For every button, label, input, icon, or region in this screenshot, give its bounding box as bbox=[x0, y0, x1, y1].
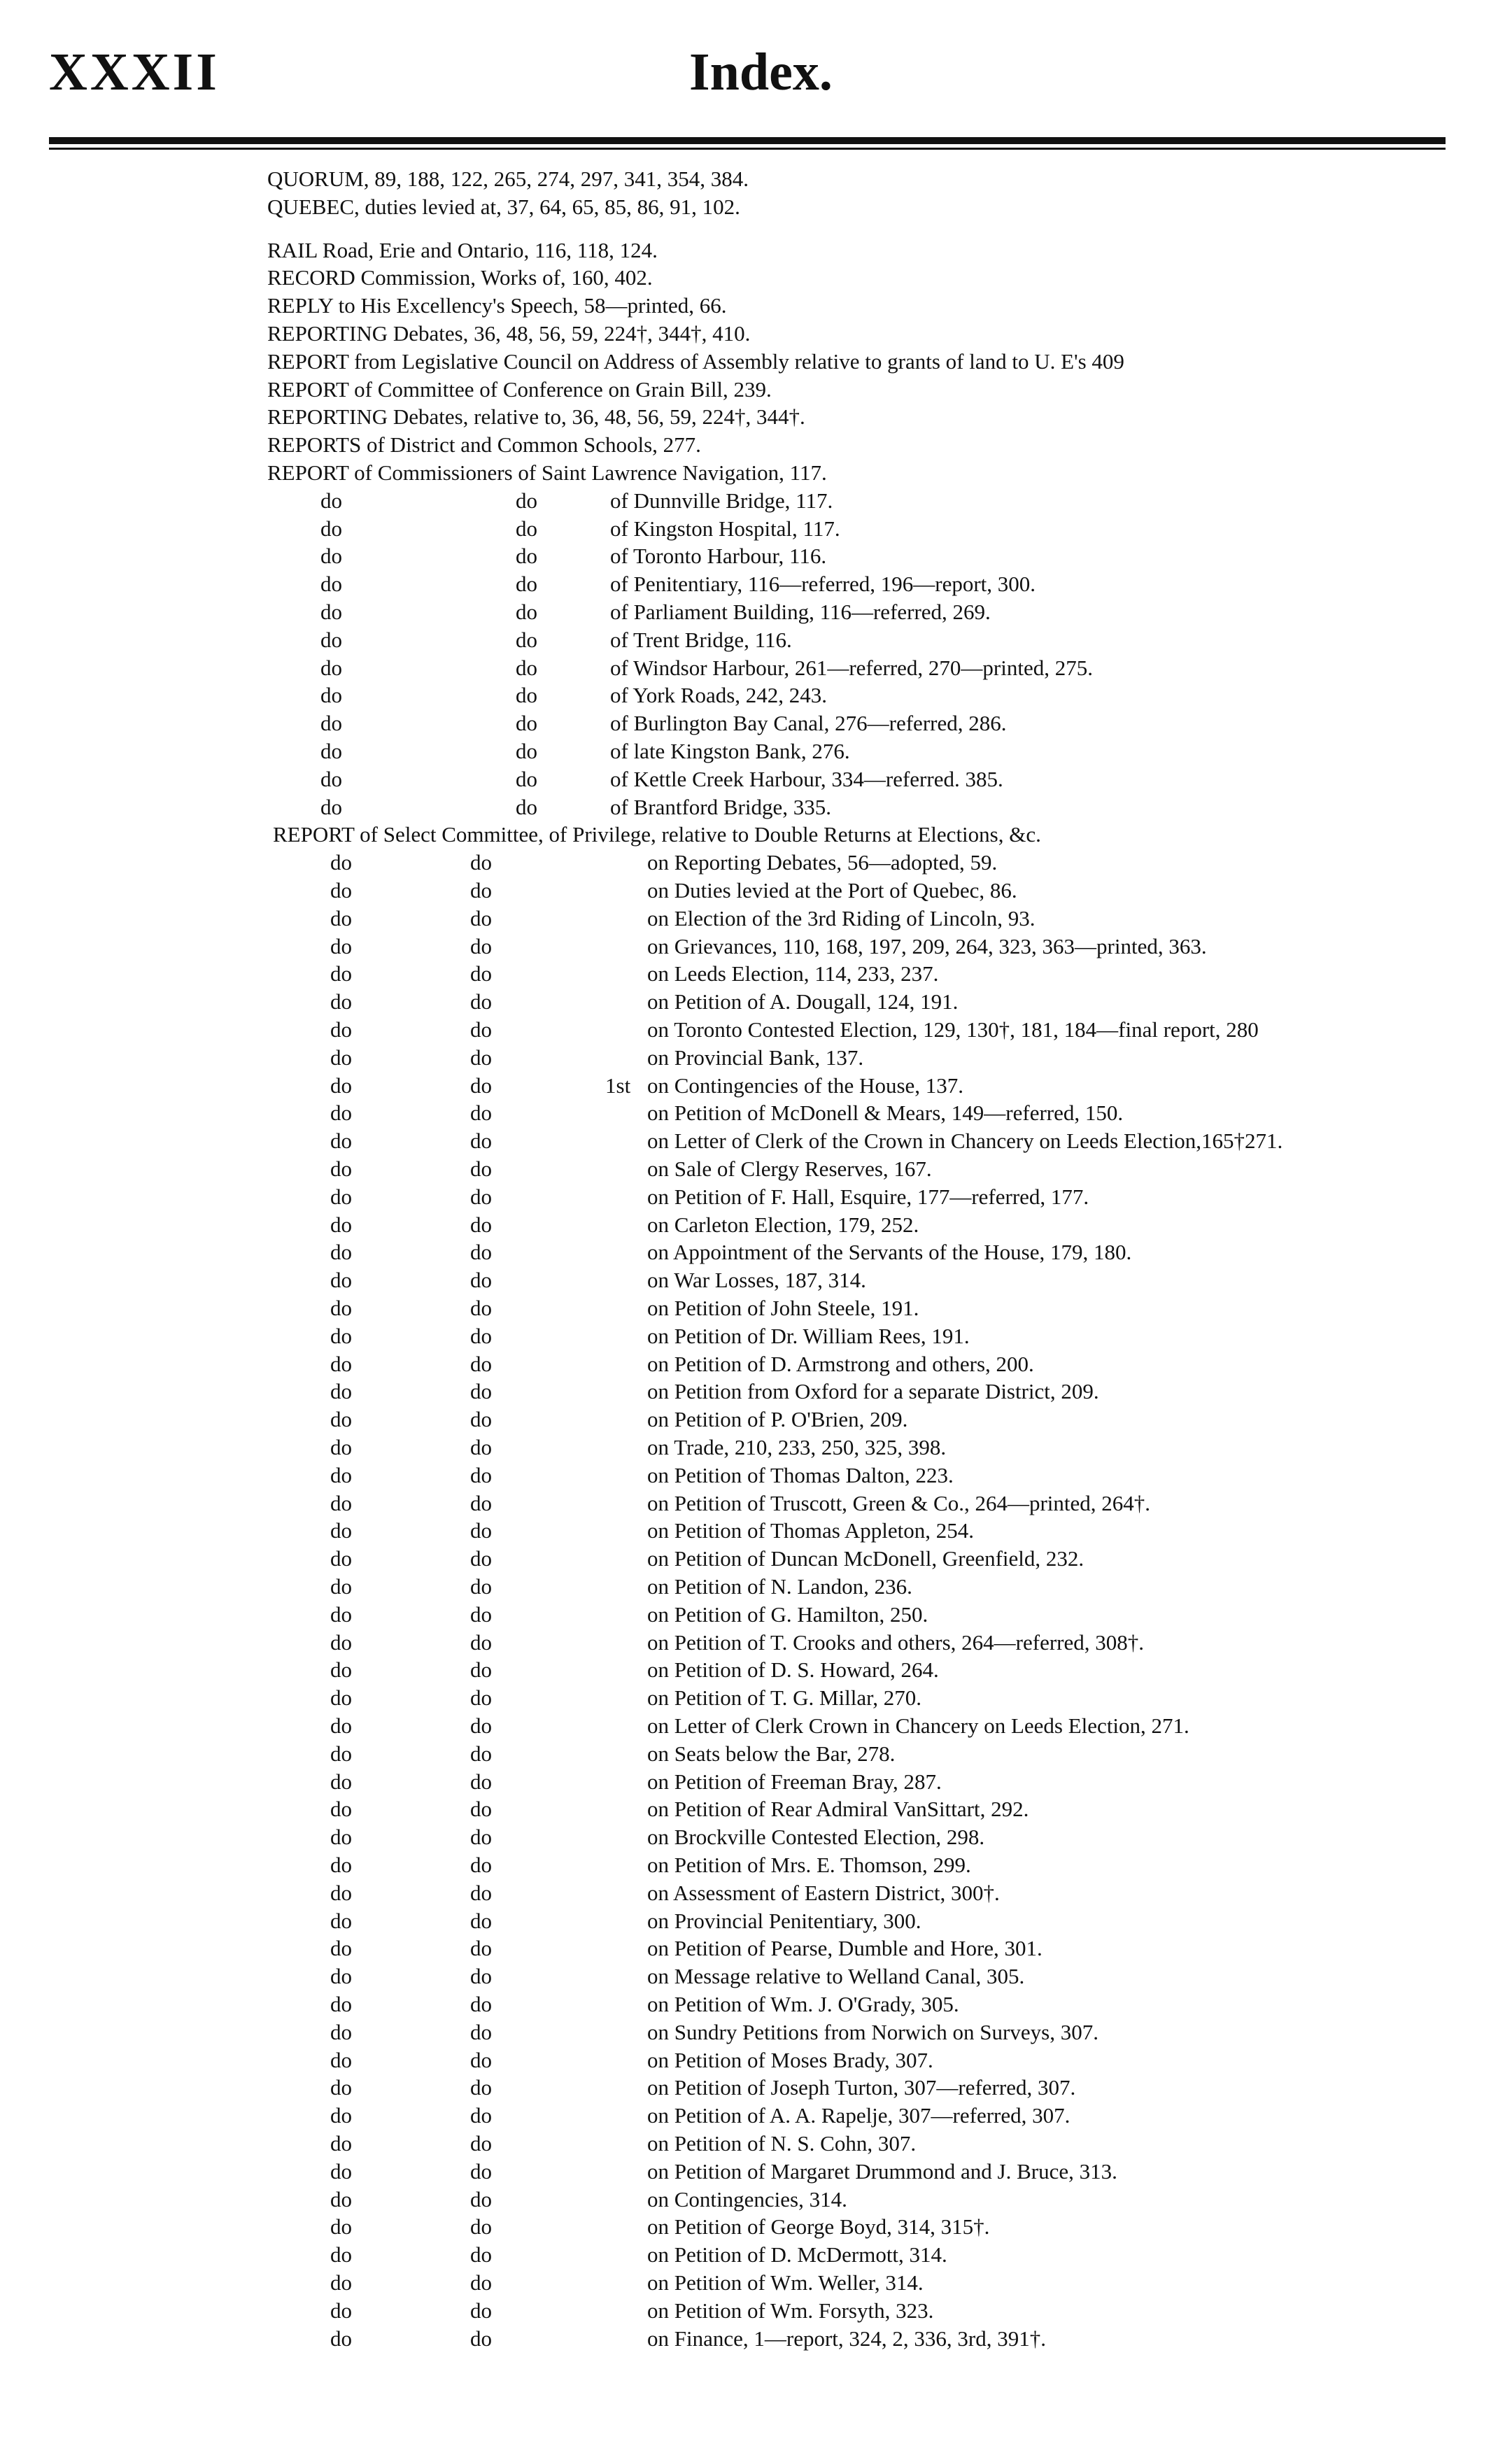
ditto-mark: do bbox=[330, 1073, 352, 1098]
entry-text: on Assessment of Eastern District, 300†. bbox=[647, 1880, 1000, 1905]
ditto-mark: do bbox=[470, 1268, 492, 1293]
ditto-mark: do bbox=[470, 850, 492, 875]
index-entry bbox=[0, 1964, 1512, 1989]
ditto-mark: do bbox=[330, 1769, 352, 1794]
ditto-mark: do bbox=[470, 2103, 492, 2128]
ditto-mark: do bbox=[470, 1908, 492, 1933]
entry-text: REPORTING Debates, relative to, 36, 48, 56, 59, 224†, 344†. bbox=[267, 404, 805, 430]
entry-text: on Duties levied at the Port of Quebec, 86. bbox=[647, 878, 1017, 903]
ditto-mark: do bbox=[516, 572, 537, 597]
index-entry bbox=[0, 1156, 1512, 1182]
index-entry bbox=[0, 683, 1512, 708]
ditto-mark: do bbox=[330, 933, 352, 958]
ditto-mark: do bbox=[470, 961, 492, 986]
ditto-mark: do bbox=[470, 933, 492, 958]
ditto-mark: do bbox=[330, 1129, 352, 1154]
index-entry bbox=[0, 2020, 1512, 2045]
ditto-mark: do bbox=[330, 1490, 352, 1515]
index-entry bbox=[0, 1992, 1512, 2017]
ditto-mark: do bbox=[516, 683, 537, 708]
ditto-mark: do bbox=[330, 850, 352, 875]
ditto-mark: do bbox=[320, 655, 342, 680]
index-entry bbox=[0, 432, 1512, 458]
index-entry bbox=[0, 961, 1512, 986]
entry-text: on Petition of Wm. Weller, 314. bbox=[647, 2270, 924, 2295]
ditto-mark: do bbox=[470, 1964, 492, 1989]
entry-text: on Grievances, 110, 168, 197, 209, 264, 323, 363—printed, 363. bbox=[647, 933, 1207, 958]
ditto-mark: do bbox=[330, 1268, 352, 1293]
entry-text: on Contingencies, 314. bbox=[647, 2186, 847, 2212]
entry-text: on Provincial Bank, 137. bbox=[647, 1045, 864, 1070]
ditto-mark: do bbox=[330, 989, 352, 1014]
index-entry bbox=[0, 906, 1512, 931]
entry-text: on Petition of Rear Admiral VanSittart, 292. bbox=[647, 1797, 1029, 1822]
index-entry bbox=[0, 1435, 1512, 1460]
ditto-mark: do bbox=[320, 544, 342, 569]
ditto-mark: do bbox=[470, 1601, 492, 1627]
index-entry bbox=[0, 2242, 1512, 2268]
ditto-mark: do bbox=[470, 1156, 492, 1181]
index-entry bbox=[0, 1240, 1512, 1265]
entry-text: on Seats below the Bar, 278. bbox=[647, 1741, 896, 1766]
entry-text: on Petition of Truscott, Green & Co., 264—printed, 264†. bbox=[647, 1490, 1151, 1515]
index-entry bbox=[0, 194, 1512, 220]
page-title: Index. bbox=[689, 43, 833, 101]
entry-text: on Petition of G. Hamilton, 250. bbox=[647, 1601, 928, 1627]
index-entry bbox=[0, 2298, 1512, 2323]
entry-text: on Petition of Duncan McDonell, Greenfield, 232. bbox=[647, 1546, 1084, 1571]
entry-text: of Trent Bridge, 116. bbox=[610, 627, 792, 652]
index-entry bbox=[0, 516, 1512, 542]
entry-text: of Kingston Hospital, 117. bbox=[610, 516, 840, 541]
entry-text: on Leeds Election, 114, 233, 237. bbox=[647, 961, 939, 986]
ditto-mark: do bbox=[470, 2158, 492, 2184]
entry-text: of Penitentiary, 116—referred, 196—report, 300. bbox=[610, 572, 1036, 597]
ditto-mark: do bbox=[470, 1184, 492, 1209]
index-entry bbox=[0, 1352, 1512, 1377]
entry-text: RAIL Road, Erie and Ontario, 116, 118, 124. bbox=[267, 237, 658, 262]
entry-text: on Petition of T. Crooks and others, 264—referred, 308†. bbox=[647, 1629, 1145, 1655]
entry-text: on Petition of Wm. Forsyth, 323. bbox=[647, 2298, 934, 2323]
entry-text: of Burlington Bay Canal, 276—referred, 286. bbox=[610, 711, 1007, 736]
ditto-mark: do bbox=[470, 878, 492, 903]
ditto-mark: do bbox=[330, 1741, 352, 1766]
ditto-mark: do bbox=[330, 878, 352, 903]
index-entry bbox=[0, 1379, 1512, 1404]
entry-text: on Sale of Clergy Reserves, 167. bbox=[647, 1156, 932, 1181]
ditto-mark: do bbox=[470, 1518, 492, 1543]
ditto-mark: do bbox=[330, 1184, 352, 1209]
index-entry bbox=[0, 795, 1512, 820]
ditto-mark: do bbox=[470, 2131, 492, 2156]
index-entry bbox=[0, 1101, 1512, 1126]
index-entry bbox=[0, 2131, 1512, 2156]
ditto-mark: do bbox=[470, 2326, 492, 2351]
entry-text: REPORT of Select Committee, of Privilege, relative to Double Returns at Elections, &c. bbox=[273, 822, 1041, 847]
index-entry bbox=[0, 1212, 1512, 1238]
index-entry bbox=[0, 934, 1512, 959]
entry-text: on Petition of D. McDermott, 314. bbox=[647, 2242, 947, 2268]
index-entry bbox=[0, 544, 1512, 569]
ditto-mark: do bbox=[470, 1936, 492, 1961]
index-entry bbox=[0, 1491, 1512, 1516]
ditto-mark: do bbox=[330, 1992, 352, 2016]
entry-text: on Provincial Penitentiary, 300. bbox=[647, 1908, 921, 1933]
ditto-mark: do bbox=[470, 1462, 492, 1487]
index-entry bbox=[0, 2103, 1512, 2128]
entry-text: on Toronto Contested Election, 129, 130†, 181, 184—final report, 280 bbox=[647, 1017, 1259, 1042]
index-entry bbox=[0, 238, 1512, 263]
ditto-mark: do bbox=[470, 1129, 492, 1154]
ditto-mark: do bbox=[516, 544, 537, 569]
ditto-mark: do bbox=[330, 1685, 352, 1711]
ditto-mark: do bbox=[330, 2214, 352, 2240]
index-entry bbox=[0, 1657, 1512, 1683]
ditto-mark: do bbox=[470, 2047, 492, 2072]
ditto-mark: do bbox=[330, 1657, 352, 1683]
entry-text: on Message relative to Welland Canal, 305. bbox=[647, 1964, 1025, 1989]
ditto-mark: do bbox=[516, 600, 537, 624]
ditto-mark: do bbox=[470, 1490, 492, 1515]
ditto-mark: do bbox=[330, 2158, 352, 2184]
ditto-mark: do bbox=[330, 2326, 352, 2351]
entry-text: on War Losses, 187, 314. bbox=[647, 1268, 866, 1293]
entry-text: on Petition of John Steele, 191. bbox=[647, 1296, 919, 1320]
entry-text: REPORT of Committee of Conference on Grain Bill, 239. bbox=[267, 376, 772, 402]
ditto-mark: do bbox=[470, 1379, 492, 1404]
ditto-mark: do bbox=[516, 794, 537, 819]
index-entry bbox=[0, 1741, 1512, 1767]
ditto-mark: do bbox=[330, 1296, 352, 1320]
ditto-mark: do bbox=[330, 2270, 352, 2295]
index-entry bbox=[0, 1324, 1512, 1349]
index-entry bbox=[0, 1853, 1512, 1878]
entry-text: on Reporting Debates, 56—adopted, 59. bbox=[647, 850, 998, 875]
entry-text: on Letter of Clerk Crown in Chancery on Leeds Election, 271. bbox=[647, 1713, 1189, 1738]
index-entry bbox=[0, 460, 1512, 486]
entry-text: of York Roads, 242, 243. bbox=[610, 683, 828, 708]
entry-text: on Petition from Oxford for a separate District, 209. bbox=[647, 1379, 1099, 1404]
index-entry bbox=[0, 2075, 1512, 2100]
ditto-mark: do bbox=[330, 1908, 352, 1933]
index-entry bbox=[0, 628, 1512, 653]
ditto-mark: do bbox=[470, 1045, 492, 1070]
ditto-mark: do bbox=[470, 1825, 492, 1850]
index-entry bbox=[0, 1073, 1512, 1098]
entry-text: of late Kingston Bank, 276. bbox=[610, 739, 850, 763]
entry-text: on Petition of F. Hall, Esquire, 177—referred, 177. bbox=[647, 1184, 1089, 1209]
entry-text: on Carleton Election, 179, 252. bbox=[647, 1212, 919, 1237]
ditto-mark: do bbox=[470, 1323, 492, 1348]
index-entry bbox=[0, 600, 1512, 625]
index-entry bbox=[0, 1602, 1512, 1627]
ditto-mark: do bbox=[470, 1629, 492, 1655]
entry-text: on Petition of N. S. Cohn, 307. bbox=[647, 2131, 917, 2156]
ditto-mark: do bbox=[330, 2186, 352, 2212]
index-entry bbox=[0, 1713, 1512, 1739]
ditto-mark: do bbox=[470, 1992, 492, 2016]
ditto-mark: do bbox=[470, 1546, 492, 1571]
index-entry bbox=[0, 349, 1512, 374]
ditto-mark: do bbox=[516, 766, 537, 791]
entry-text: on Letter of Clerk of the Crown in Chancery on Leeds Election,165†271. bbox=[647, 1129, 1283, 1154]
ditto-mark: do bbox=[470, 2270, 492, 2295]
ditto-mark: do bbox=[470, 2242, 492, 2268]
entry-text: on Petition of Thomas Dalton, 223. bbox=[647, 1462, 954, 1487]
entry-text: on Petition of A. Dougall, 124, 191. bbox=[647, 989, 959, 1014]
ditto-mark: do bbox=[330, 1518, 352, 1543]
entry-text: on Trade, 210, 233, 250, 325, 398. bbox=[647, 1435, 947, 1459]
index-entry bbox=[0, 293, 1512, 318]
entry-text: on Appointment of the Servants of the House, 179, 180. bbox=[647, 1240, 1132, 1265]
ditto-mark: do bbox=[330, 2019, 352, 2044]
entry-text: on Petition of A. A. Rapelje, 307—referred, 307. bbox=[647, 2103, 1071, 2128]
index-entry bbox=[0, 1797, 1512, 1822]
index-entry bbox=[0, 572, 1512, 597]
ditto-mark: do bbox=[330, 1546, 352, 1571]
index-entry bbox=[0, 1268, 1512, 1293]
ditto-mark: do bbox=[330, 1435, 352, 1459]
entry-text: on Petition of Freeman Bray, 287. bbox=[647, 1769, 942, 1794]
ditto-mark: do bbox=[470, 1407, 492, 1432]
ditto-mark: do bbox=[330, 2298, 352, 2323]
ditto-mark: do bbox=[330, 1156, 352, 1181]
index-entry bbox=[0, 1184, 1512, 1210]
ditto-mark: do bbox=[470, 1073, 492, 1098]
ditto-mark: do bbox=[330, 1964, 352, 1989]
ditto-mark: do bbox=[320, 711, 342, 736]
entry-text: on Petition of Wm. J. O'Grady, 305. bbox=[647, 1992, 959, 2016]
ordinal-mark: 1st bbox=[605, 1073, 631, 1098]
page-number: XXXII bbox=[49, 43, 220, 101]
ditto-mark: do bbox=[320, 600, 342, 624]
entry-text: on Finance, 1—report, 324, 2, 336, 3rd, 391†. bbox=[647, 2326, 1046, 2351]
index-entry bbox=[0, 377, 1512, 402]
ditto-mark: do bbox=[320, 683, 342, 708]
entry-text: on Petition of N. Landon, 236. bbox=[647, 1574, 912, 1599]
ditto-mark: do bbox=[470, 1741, 492, 1766]
ditto-mark: do bbox=[470, 1101, 492, 1126]
ditto-mark: do bbox=[470, 2298, 492, 2323]
ditto-mark: do bbox=[330, 1462, 352, 1487]
ditto-mark: do bbox=[470, 2186, 492, 2212]
ditto-mark: do bbox=[470, 905, 492, 931]
entry-text: REPORT of Commissioners of Saint Lawrence Navigation, 117. bbox=[267, 460, 827, 485]
index-entry bbox=[0, 1407, 1512, 1432]
index-entry bbox=[0, 1909, 1512, 1934]
index-entry bbox=[0, 1463, 1512, 1488]
index-entry bbox=[0, 989, 1512, 1014]
ditto-mark: do bbox=[470, 1769, 492, 1794]
ditto-mark: do bbox=[330, 1379, 352, 1404]
entry-text: on Petition of Margaret Drummond and J. Bruce, 313. bbox=[647, 2158, 1117, 2184]
index-entry bbox=[0, 656, 1512, 681]
ditto-mark: do bbox=[516, 627, 537, 652]
ditto-mark: do bbox=[330, 905, 352, 931]
entry-text: on Contingencies of the House, 137. bbox=[647, 1073, 964, 1098]
index-entry bbox=[0, 2187, 1512, 2212]
ditto-mark: do bbox=[330, 2075, 352, 2100]
entry-text: on Petition of Pearse, Dumble and Hore, 301. bbox=[647, 1936, 1043, 1961]
index-entry bbox=[0, 767, 1512, 792]
ditto-mark: do bbox=[330, 1212, 352, 1237]
ditto-mark: do bbox=[320, 516, 342, 541]
ditto-mark: do bbox=[470, 1657, 492, 1683]
index-entry bbox=[0, 850, 1512, 875]
ditto-mark: do bbox=[330, 1825, 352, 1850]
index-entry bbox=[0, 321, 1512, 346]
entry-text: on Brockville Contested Election, 298. bbox=[647, 1825, 985, 1850]
index-entry bbox=[0, 167, 1512, 192]
index-entry bbox=[0, 1574, 1512, 1599]
ditto-mark: do bbox=[330, 1574, 352, 1599]
entry-text: REPORTS of District and Common Schools, 277. bbox=[267, 432, 701, 458]
entry-text: on Petition of Thomas Appleton, 254. bbox=[647, 1518, 974, 1543]
index-entry bbox=[0, 822, 1512, 847]
ditto-mark: do bbox=[470, 2019, 492, 2044]
index-entry bbox=[0, 739, 1512, 764]
ditto-mark: do bbox=[330, 1101, 352, 1126]
entry-text: of Kettle Creek Harbour, 334—referred. 385. bbox=[610, 766, 1003, 791]
ditto-mark: do bbox=[470, 1574, 492, 1599]
index-entry bbox=[0, 404, 1512, 430]
ditto-mark: do bbox=[320, 766, 342, 791]
entry-text: of Toronto Harbour, 116. bbox=[610, 544, 827, 569]
entry-text: on Petition of McDonell & Mears, 149—referred, 150. bbox=[647, 1101, 1124, 1126]
index-entry bbox=[0, 488, 1512, 514]
index-entry bbox=[0, 1685, 1512, 1711]
ditto-mark: do bbox=[330, 1017, 352, 1042]
entry-text: on Petition of T. G. Millar, 270. bbox=[647, 1685, 921, 1711]
entry-text: REPLY to His Excellency's Speech, 58—printed, 66. bbox=[267, 293, 727, 318]
entry-text: QUEBEC, duties levied at, 37, 64, 65, 85, 86, 91, 102. bbox=[267, 194, 740, 219]
index-entry bbox=[0, 1769, 1512, 1795]
ditto-mark: do bbox=[330, 1713, 352, 1738]
ditto-mark: do bbox=[330, 1880, 352, 1905]
index-entry bbox=[0, 265, 1512, 290]
ditto-mark: do bbox=[470, 1017, 492, 1042]
ditto-mark: do bbox=[330, 1045, 352, 1070]
ditto-mark: do bbox=[470, 1880, 492, 1905]
entry-text: of Parliament Building, 116—referred, 269. bbox=[610, 600, 991, 624]
entry-text: REPORTING Debates, 36, 48, 56, 59, 224†, 344†, 410. bbox=[267, 321, 751, 346]
entry-text: on Petition of P. O'Brien, 209. bbox=[647, 1407, 908, 1432]
ditto-mark: do bbox=[320, 794, 342, 819]
index-entry bbox=[0, 2270, 1512, 2295]
ditto-mark: do bbox=[470, 1212, 492, 1237]
ditto-mark: do bbox=[320, 488, 342, 513]
index-entry bbox=[0, 711, 1512, 736]
entry-text: on Sundry Petitions from Norwich on Surveys, 307. bbox=[647, 2019, 1098, 2044]
ditto-mark: do bbox=[330, 1936, 352, 1961]
ditto-mark: do bbox=[516, 739, 537, 763]
index-entry bbox=[0, 2214, 1512, 2240]
ditto-mark: do bbox=[330, 2047, 352, 2072]
index-entry bbox=[0, 1296, 1512, 1321]
ditto-mark: do bbox=[330, 2103, 352, 2128]
entry-text: of Windsor Harbour, 261—referred, 270—printed, 275. bbox=[610, 655, 1093, 680]
ditto-mark: do bbox=[470, 1435, 492, 1459]
ditto-mark: do bbox=[330, 1323, 352, 1348]
ditto-mark: do bbox=[470, 1797, 492, 1822]
entry-text: on Petition of Moses Brady, 307. bbox=[647, 2047, 933, 2072]
index-entry bbox=[0, 2326, 1512, 2351]
ditto-mark: do bbox=[516, 516, 537, 541]
ditto-mark: do bbox=[470, 1685, 492, 1711]
entry-text: RECORD Commission, Works of, 160, 402. bbox=[267, 265, 653, 290]
ditto-mark: do bbox=[330, 1351, 352, 1376]
ditto-mark: do bbox=[516, 488, 537, 513]
ditto-mark: do bbox=[330, 1797, 352, 1822]
ditto-mark: do bbox=[320, 739, 342, 763]
ditto-mark: do bbox=[516, 655, 537, 680]
ditto-mark: do bbox=[470, 1713, 492, 1738]
ditto-mark: do bbox=[516, 711, 537, 736]
ditto-mark: do bbox=[330, 1407, 352, 1432]
ditto-mark: do bbox=[330, 1240, 352, 1265]
ditto-mark: do bbox=[320, 627, 342, 652]
index-entry bbox=[0, 1017, 1512, 1042]
entry-text: REPORT from Legislative Council on Address of Assembly relative to grants of land to U. E's 409 bbox=[267, 348, 1124, 374]
index-entry bbox=[0, 2159, 1512, 2184]
index-entry bbox=[0, 1045, 1512, 1070]
ditto-mark: do bbox=[330, 1601, 352, 1627]
index-entry bbox=[0, 1630, 1512, 1655]
entry-text: of Brantford Bridge, 335. bbox=[610, 794, 831, 819]
index-entry bbox=[0, 1881, 1512, 1906]
ditto-mark: do bbox=[470, 1853, 492, 1877]
index-entry bbox=[0, 878, 1512, 903]
header-rule-thin bbox=[49, 148, 1446, 150]
ditto-mark: do bbox=[330, 2131, 352, 2156]
ditto-mark: do bbox=[470, 1296, 492, 1320]
entry-text: on Petition of D. Armstrong and others, 200. bbox=[647, 1351, 1034, 1376]
index-entry bbox=[0, 1825, 1512, 1850]
entry-text: on Petition of George Boyd, 314, 315†. bbox=[647, 2214, 990, 2240]
ditto-mark: do bbox=[470, 1351, 492, 1376]
index-entry bbox=[0, 1936, 1512, 1961]
entry-text: on Petition of D. S. Howard, 264. bbox=[647, 1657, 939, 1683]
entry-text: on Petition of Joseph Turton, 307—referred, 307. bbox=[647, 2075, 1076, 2100]
ditto-mark: do bbox=[470, 2214, 492, 2240]
ditto-mark: do bbox=[320, 572, 342, 597]
ditto-mark: do bbox=[330, 2242, 352, 2268]
index-entry bbox=[0, 1518, 1512, 1543]
entry-text: of Dunnville Bridge, 117. bbox=[610, 488, 833, 513]
index-entry bbox=[0, 1129, 1512, 1154]
header-rule bbox=[49, 137, 1446, 144]
index-entry bbox=[0, 2048, 1512, 2073]
entry-text: on Petition of Mrs. E. Thomson, 299. bbox=[647, 1853, 971, 1877]
entry-text: QUORUM, 89, 188, 122, 265, 274, 297, 341, 354, 384. bbox=[267, 167, 749, 191]
ditto-mark: do bbox=[470, 2075, 492, 2100]
entry-text: on Petition of Dr. William Rees, 191. bbox=[647, 1323, 970, 1348]
ditto-mark: do bbox=[470, 989, 492, 1014]
ditto-mark: do bbox=[470, 1240, 492, 1265]
ditto-mark: do bbox=[330, 1853, 352, 1877]
ditto-mark: do bbox=[330, 1629, 352, 1655]
index-entry bbox=[0, 1546, 1512, 1571]
entry-text: on Election of the 3rd Riding of Lincoln, 93. bbox=[647, 905, 1036, 931]
ditto-mark: do bbox=[330, 961, 352, 986]
